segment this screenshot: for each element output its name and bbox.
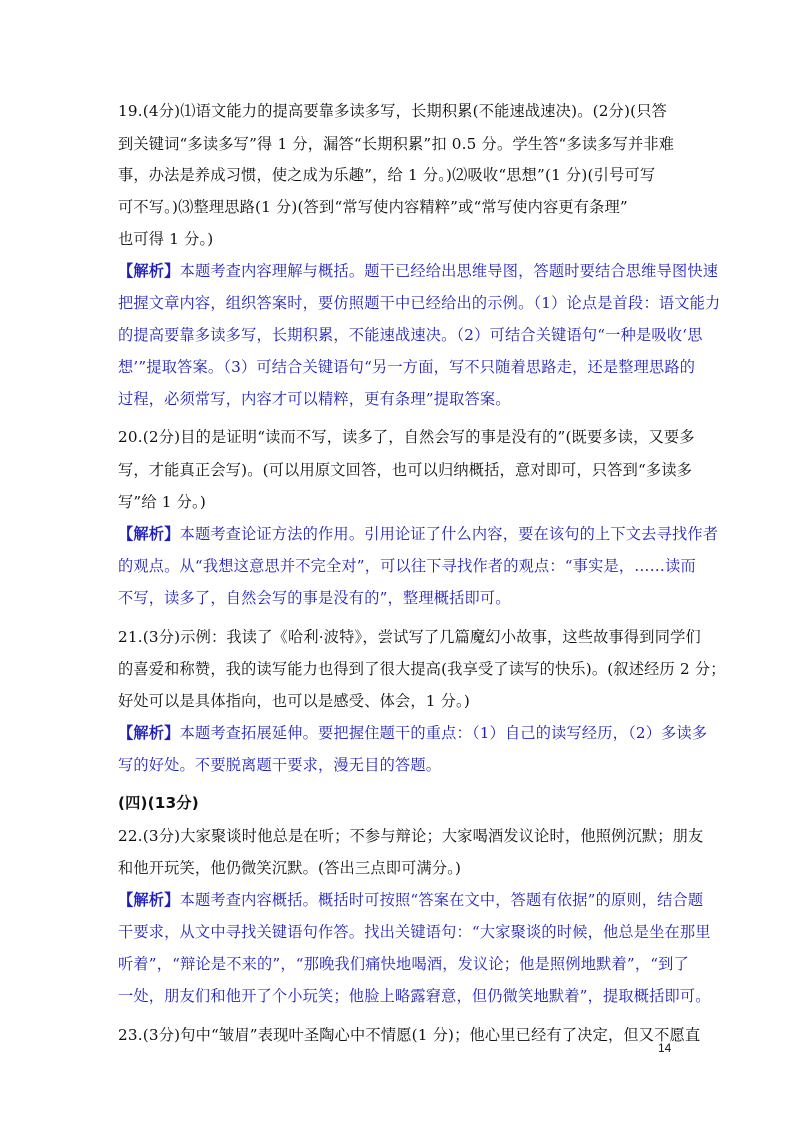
- q19-analysis-line-2: 把握文章内容，组织答案时，要仿照题干中已经给出的示例。（1）论点是首段：语文能力: [118, 294, 721, 312]
- q22-analysis-line-2: 干要求，从文中寻找关键语句作答。找出关键语句：“大家聚谈的时候，他总是坐在那里: [118, 923, 711, 941]
- q22-analysis-line-1: 【解析】本题考查内容概括。概括时可按照“答案在文中，答题有依据”的原则，结合题: [118, 891, 704, 909]
- q22-analysis-line-4: 一处，朋友们和他开了个小玩笑；他脸上略露窘意，但仍微笑地默着”，提取概括即可。: [118, 987, 711, 1005]
- q20-answer-line-1: 20.(2分)目的是证明“读而不写，读多了，自然会写的事是没有的”(既要多读，又要多: [118, 428, 695, 446]
- analysis-tag: 【解析】: [118, 525, 180, 543]
- q19-answer-line-3: 事，办法是养成习惯，使之成为乐趣”，给 1 分。)⑵吸收“思想”(1 分)(引号可写: [118, 166, 656, 184]
- q23-answer-line-1: 23.(3分)句中“皱眉”表现叶圣陶心中不情愿(1 分)；他心里已经有了决定，但又不愿直: [118, 1026, 701, 1044]
- q19-analysis-line-5: 过程，必须常写，内容才可以精粹，更有条理”提取答案。: [118, 390, 511, 408]
- q20-analysis-line-1: 【解析】本题考查论证方法的作用。引用论证了什么内容，要在该句的上下文去寻找作者: [118, 525, 719, 543]
- q20-answer-line-3: 写”给 1 分。): [118, 493, 206, 511]
- analysis-tag: 【解析】: [118, 724, 180, 742]
- q20-analysis-line-2: 的观点。从“我想这意思并不完全对”，可以往下寻找作者的观点：“事实是，……读而: [118, 557, 696, 575]
- q19-answer-line-5: 也可得 1 分。): [118, 230, 214, 248]
- q22-answer-line-1: 22.(3分)大家聚谈时他总是在听；不参与辩论；大家喝酒发议论时，他照例沉默；朋友: [118, 827, 704, 845]
- q19-analysis-line-4: 想’”提取答案。（3）可结合关键语句“另一方面，写不只随着思路走，还是整理思路的: [118, 358, 696, 376]
- q19-answer-line-4: 可不写。)⑶整理思路(1 分)(答到“常写使内容精粹”或“常写使内容更有条理”: [118, 198, 628, 216]
- page-number: 14: [658, 1041, 672, 1055]
- q20-analysis-line-3: 不写，读多了，自然会写的事是没有的”，整理概括即可。: [118, 589, 511, 607]
- section-heading: (四)(13分): [118, 794, 199, 812]
- q21-answer-line-3: 好处可以是具体指向，也可以是感受、体会，1 分。): [118, 692, 470, 710]
- q19-answer-line-1: 19.(4分)⑴语文能力的提高要靠多读多写，长期积累(不能速战速决)。(2分)(只答: [118, 102, 667, 120]
- q19-analysis-line-1: 【解析】本题考查内容理解与概括。题干已经给出思维导图，答题时要结合思维导图快速: [118, 262, 719, 280]
- q19-answer-line-2: 到关键词“多读多写”得 1 分，漏答“长期积累”扣 0.5 分。学生答“多读多写并非难: [118, 135, 675, 153]
- q20-answer-line-2: 写，才能真正会写)。(可以用原文回答，也可以归纳概括，意对即可，只答到“多读多: [118, 461, 693, 479]
- q21-answer-line-1: 21.(3分)示例：我读了《哈利·波特》，尝试写了几篇魔幻小故事，这些故事得到同学们: [118, 628, 701, 646]
- q22-analysis-line-3: 听着”，“辩论是不来的”，“那晚我们痛快地喝酒，发议论；他是照例地默着”，“到了: [118, 955, 689, 973]
- q21-analysis-line-1: 【解析】本题考查拓展延伸。要把握住题干的重点：（1）自己的读写经历，（2）多读多: [118, 724, 708, 742]
- q21-analysis-line-2: 写的好处。不要脱离题干要求，漫无目的答题。: [118, 756, 442, 774]
- q19-analysis-line-3: 的提高要靠多读多写，长期积累，不能速战速决。（2）可结合关键语句“一种是吸收‘思: [118, 326, 703, 344]
- q22-answer-line-2: 和他开玩笑，他仍微笑沉默。(答出三点即可满分。): [118, 859, 462, 877]
- analysis-tag: 【解析】: [118, 262, 180, 280]
- analysis-tag: 【解析】: [118, 891, 180, 909]
- q21-answer-line-2: 的喜爱和称赞，我的读写能力也得到了很大提高(我享受了读写的快乐)。(叙述经历 2 分；: [118, 660, 726, 678]
